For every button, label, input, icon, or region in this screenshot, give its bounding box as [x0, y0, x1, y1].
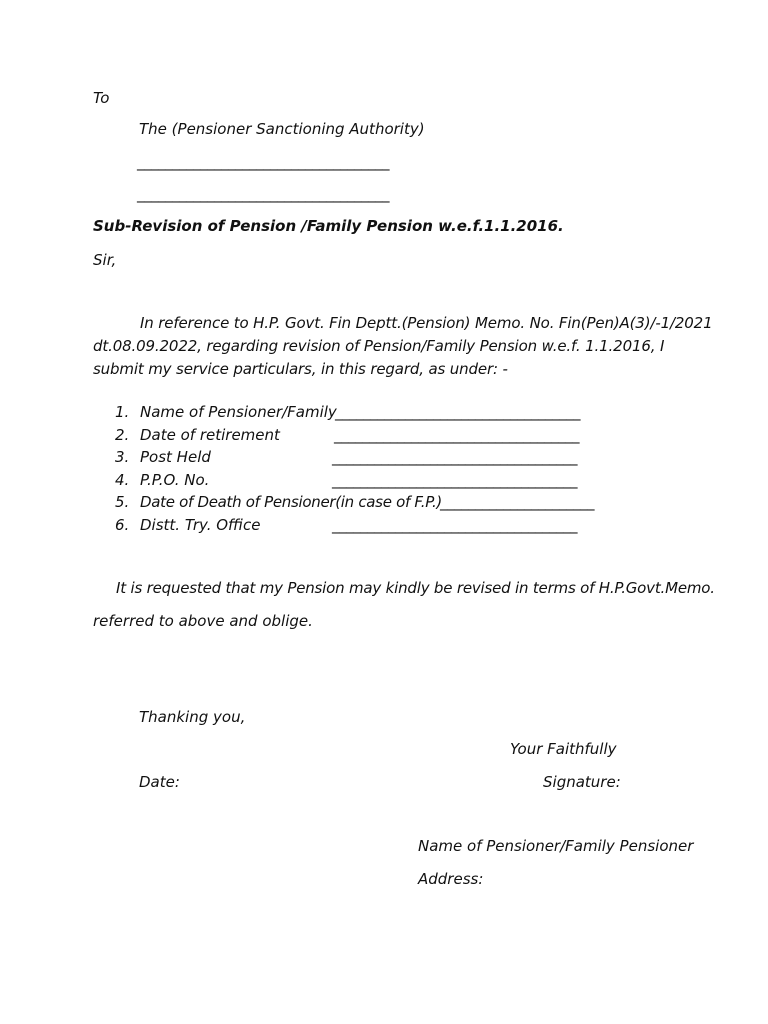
- item-label: Distt. Try. Office: [140, 515, 261, 534]
- item-number: 1.: [115, 403, 130, 421]
- list-item: [93, 446, 693, 469]
- list-item: [93, 514, 693, 537]
- to-label: To: [93, 89, 110, 107]
- item-label: Date of Death of Pensioner(in case of F.P.): [140, 493, 442, 511]
- item-label: P.P.O. No.: [140, 470, 210, 489]
- intro-paragraph: In reference to H.P. Govt. Fin Deptt.(Pension) Memo. No. Fin(Pen)A(3)/-1/2021 dt.08.09.2022, regarding revision of Pension/Family Pension w.e.f. 1.1.2016, I submit my service particulars, in this regard, as under: -: [93, 314, 713, 378]
- item-label: Date of retirement: [140, 425, 280, 444]
- item-number: 3.: [115, 448, 130, 466]
- item-fill-line: ___________________________________: [334, 425, 579, 444]
- date-label: Date:: [139, 773, 180, 791]
- address-blank-line-1: ____________________________________: [137, 153, 389, 171]
- item-fill-line: ___________________________________: [332, 515, 577, 534]
- thanking-text: Thanking you,: [139, 708, 246, 726]
- item-fill-line: ___________________________________: [332, 448, 577, 466]
- item-fill-line: ___________________________________: [332, 470, 577, 489]
- item-number: 2.: [115, 425, 130, 444]
- list-item: [93, 469, 693, 492]
- request-line-1: It is requested that my Pension may kindly be revised in terms of H.P.Govt.Memo.: [116, 579, 715, 597]
- request-line-2: referred to above and oblige.: [93, 612, 313, 630]
- address-label: Address:: [418, 870, 484, 888]
- item-fill-line: ______________________: [440, 493, 594, 511]
- item-number: 6.: [115, 515, 130, 534]
- salutation: Sir,: [93, 251, 117, 269]
- address-blank-line-2: ____________________________________: [137, 185, 389, 203]
- item-label: Post Held: [140, 448, 211, 466]
- item-number: 5.: [115, 493, 130, 511]
- particulars-list: [93, 401, 693, 536]
- signature-label: Signature:: [543, 773, 621, 791]
- item-fill-line: ___________________________________: [335, 403, 580, 421]
- your-faithfully-text: Your Faithfully: [510, 740, 617, 758]
- pensioner-name-label: Name of Pensioner/Family Pensioner: [418, 837, 694, 855]
- subject-line: Sub-Revision of Pension /Family Pension w.e.f.1.1.2016.: [93, 217, 564, 235]
- list-item: [93, 491, 693, 514]
- list-item: [93, 401, 693, 424]
- item-number: 4.: [115, 470, 130, 489]
- authority-line: The (Pensioner Sanctioning Authority): [139, 120, 425, 138]
- list-item: [93, 424, 693, 447]
- item-label: Name of Pensioner/Family: [140, 403, 337, 421]
